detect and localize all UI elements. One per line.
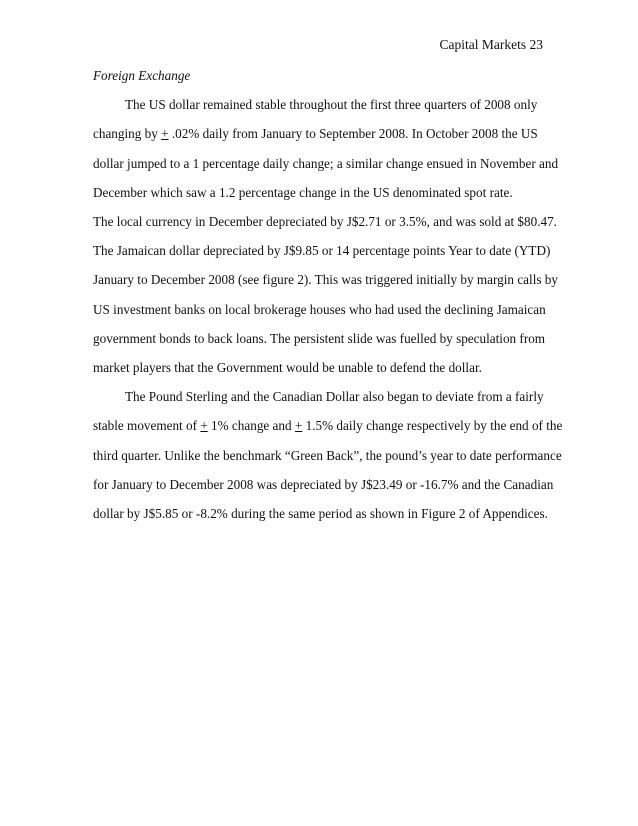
text-line: third quarter. Unlike the benchmark “Green Back”, the pound’s year to date performance [93, 447, 562, 463]
paragraph-pound-canadian [93, 382, 563, 528]
text-line: dollar by J$5.85 or -8.2% during the same period as shown in Figure 2 of Appendices. [93, 506, 548, 522]
text-line: The Jamaican dollar depreciated by J$9.85 or 14 percentage points Year to date (YTD) [93, 243, 551, 259]
text-line: January to December 2008 (see figure 2). This was triggered initially by margin calls by [93, 272, 558, 288]
section-heading: Foreign Exchange [93, 68, 191, 83]
text-line: market players that the Government would be unable to defend the dollar. [93, 360, 482, 376]
text-line: government bonds to back loans. The persistent slide was fuelled by speculation from [93, 330, 546, 346]
text-line: The US dollar remained stable throughout the first three quarters of 2008 only [125, 97, 538, 113]
plus-minus-symbol: + [161, 126, 169, 142]
text-line [93, 119, 543, 148]
text-line: for January to December 2008 was depreciated by J$23.49 or -16.7% and the Canadian [93, 476, 554, 492]
text-line: December which saw a 1.2 percentage change in the US denominated spot rate. [93, 184, 513, 200]
text-fragment: 1% change and [207, 418, 295, 434]
text-fragment: .02% daily from January to September 2008. In October 2008 the US [168, 126, 538, 142]
text-fragment: changing by [93, 126, 162, 142]
paragraph-jamaican-dollar [93, 207, 558, 382]
body-text [93, 61, 563, 528]
running-head: Capital Markets 23 [439, 37, 543, 52]
text-line: US investment banks on local brokerage houses who had used the declining Jamaican [93, 301, 546, 317]
text-line: The Pound Sterling and the Canadian Dollar also began to deviate from a fairly [125, 389, 544, 405]
plus-minus-symbol: + [200, 418, 208, 434]
text-fragment: stable movement of [93, 418, 201, 434]
text-line: The local currency in December depreciated by J$2.71 or 3.5%, and was sold at $80.47. [93, 214, 557, 230]
text-line [93, 411, 563, 440]
text-fragment: 1.5% daily change respectively by the end of the [302, 418, 563, 434]
paragraph-us-dollar [93, 90, 559, 207]
plus-minus-symbol: + [294, 418, 303, 434]
text-line: dollar jumped to a 1 percentage daily change; a similar change ensued in November and [93, 155, 559, 171]
